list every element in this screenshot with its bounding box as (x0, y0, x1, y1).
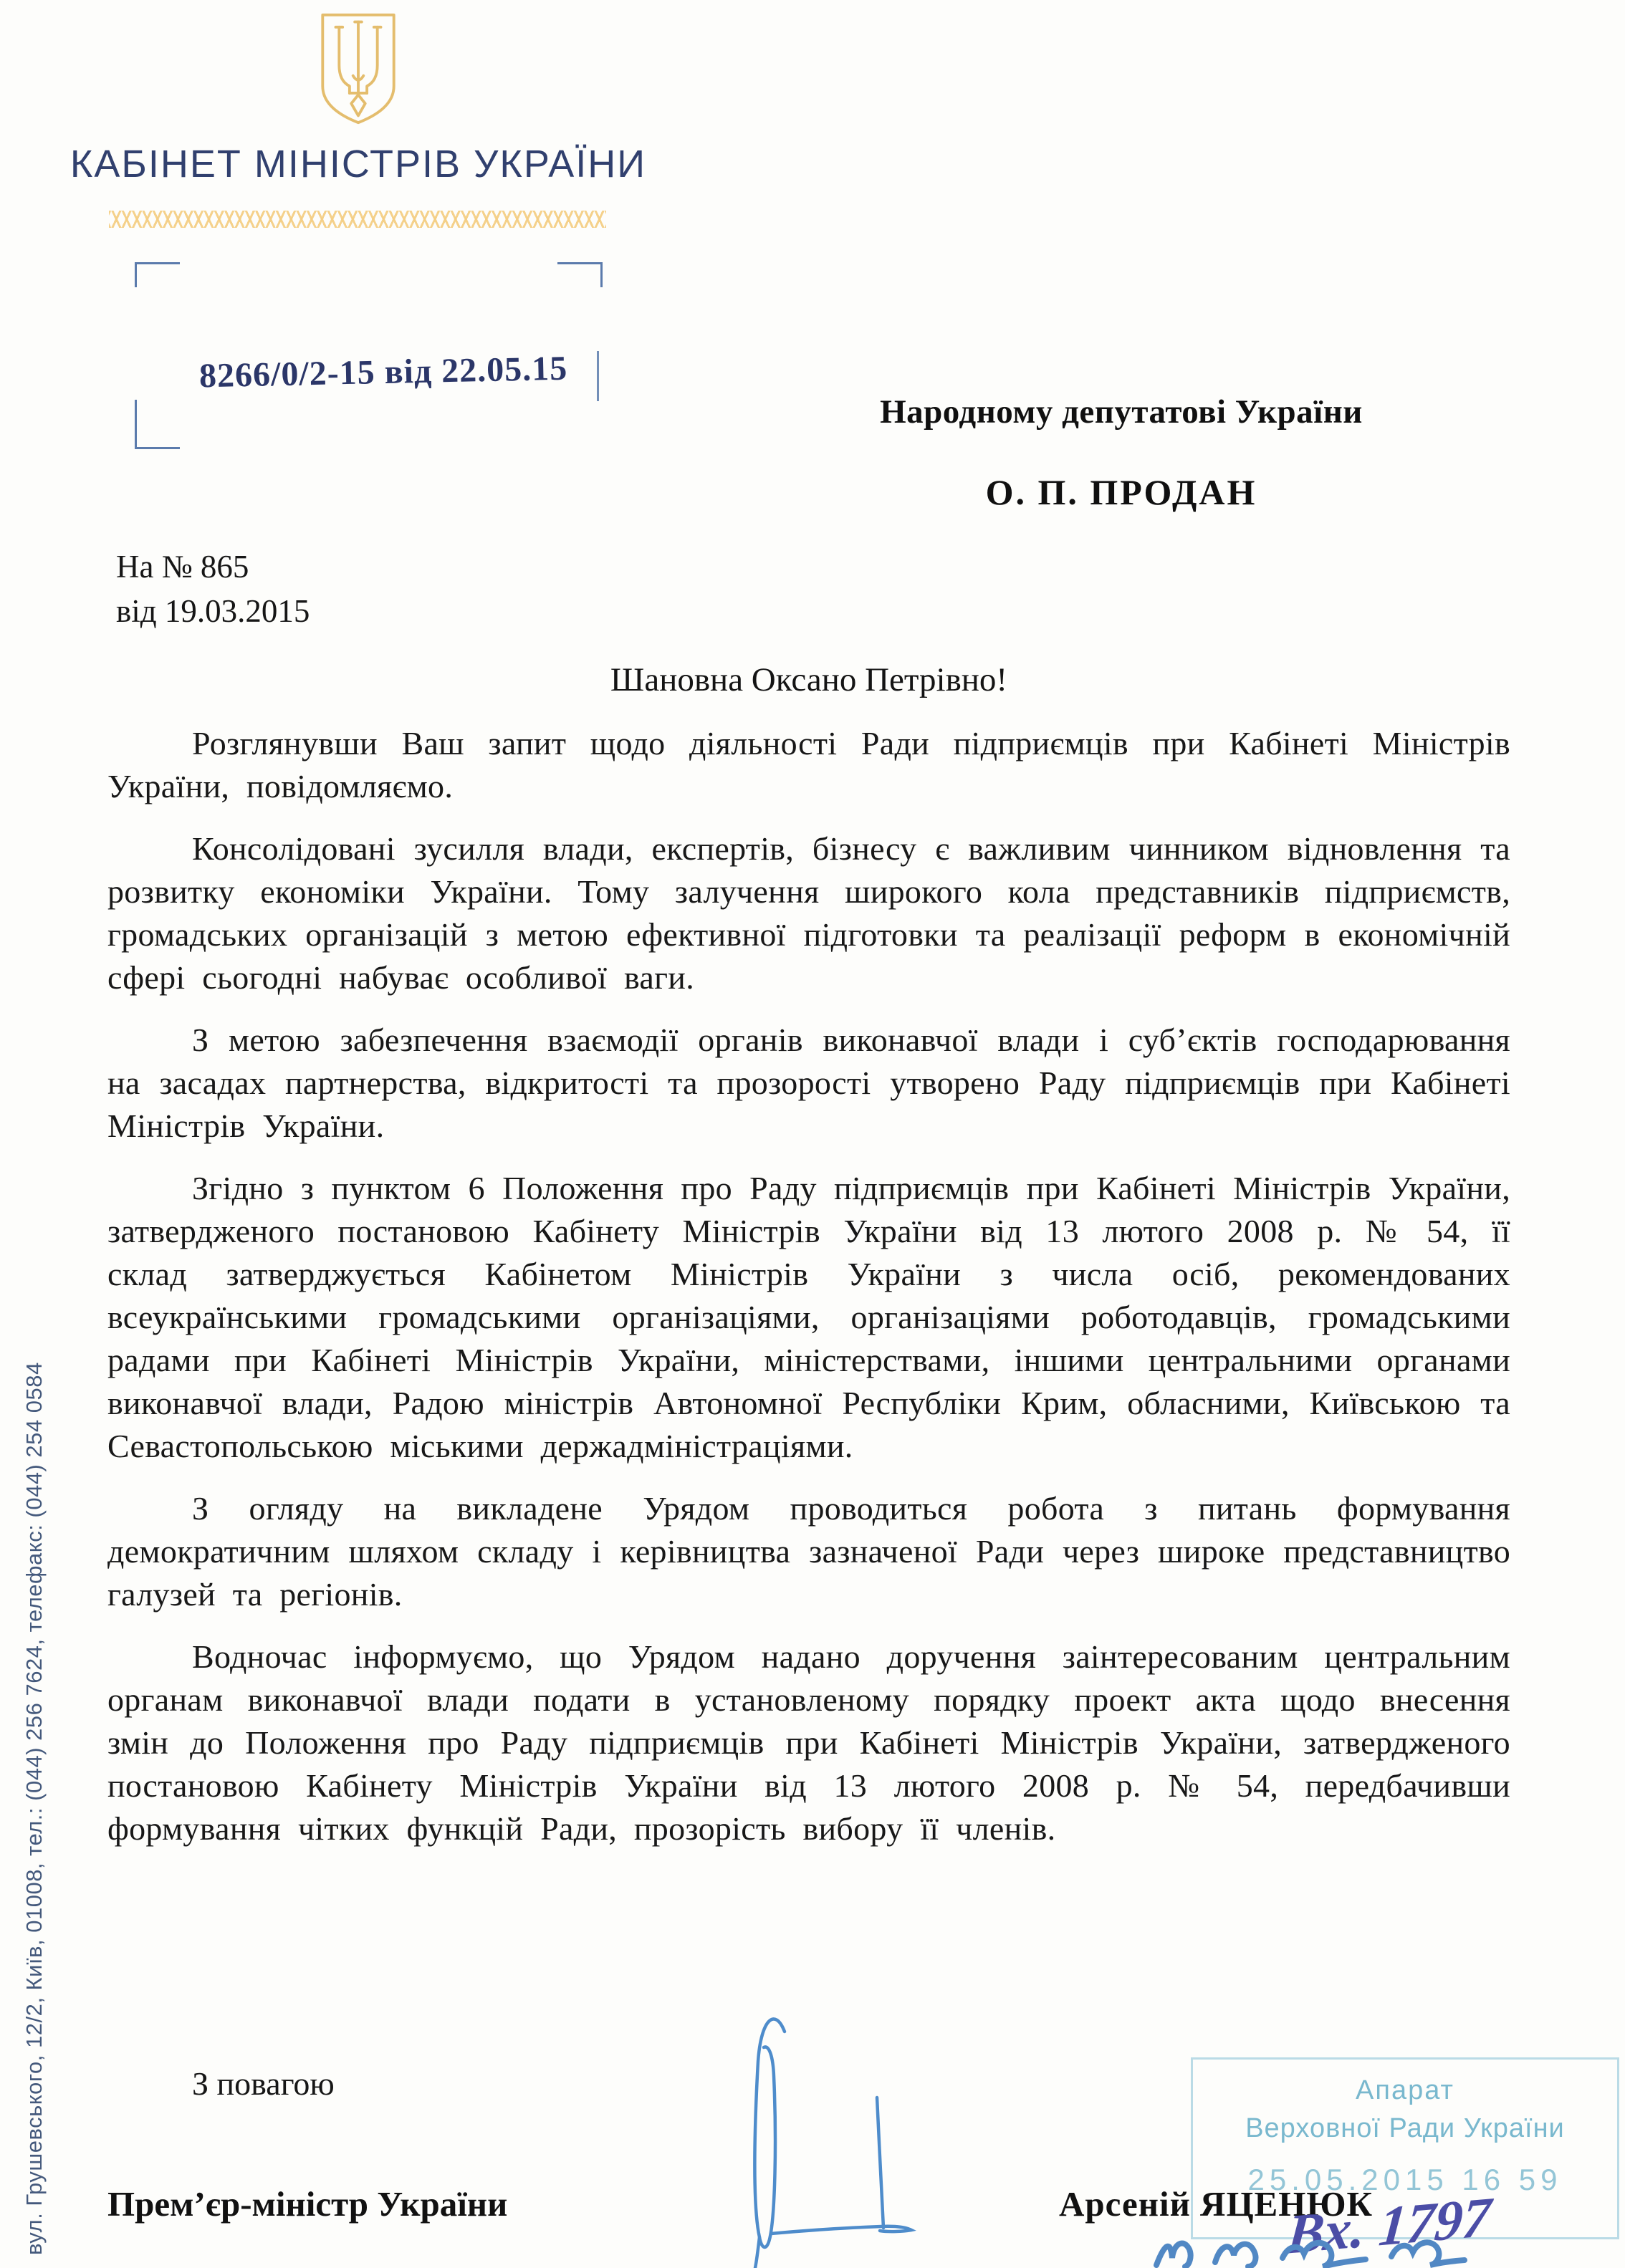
incoming-reference-block (116, 544, 310, 633)
signer-name: Арсеній ЯЦЕНЮК (1059, 2184, 1374, 2224)
paragraph: З огляду на викладене Урядом проводиться робота з питань формування демократичним шляхом складу і керівництва зазначеної Ради через широке представництво галузей та регіонів. (107, 1490, 1510, 1613)
stamp-datetime: 25.05.2015 16 59 (1247, 2163, 1563, 2196)
signature-ink-stroke (716, 1990, 960, 2268)
paragraph: Водночас інформуємо, що Урядом надано доручення заінтересованим центральним органам виконавчої влади подати в установленому порядку проект акта щодо внесення змін до Положення про Раду підприємців при Кабінеті Міністрів України, затвердженого постановою Кабінету Міністрів України від 13 лютого 2008 р. № 54, передбачивши формування чітких функцій Ради, прозорість вибору її членів. (107, 1638, 1510, 1847)
handwritten-date-squiggle (1146, 2236, 1548, 2268)
addressee-block (738, 393, 1505, 513)
addressee-name: О. П. ПРОДАН (985, 472, 1257, 512)
stamp-line2: Верховної Ради України (1245, 2113, 1565, 2143)
outgoing-reference-number: 8266/0/2-15 від 22.05.15 (198, 349, 568, 395)
letterhead-ornament-band (109, 211, 606, 228)
paragraph: Розглянувши Ваш запит щодо діяльності Ради підприємців при Кабінеті Міністрів України, повідомляємо. (107, 725, 1510, 804)
cropmark-top-left (135, 262, 180, 287)
valediction: З повагою (192, 2065, 335, 2102)
stamp-line1: Апарат (1356, 2075, 1454, 2105)
scan-artifact-line (597, 351, 599, 401)
salutation: Шановна Оксано Петрівно! (610, 661, 1008, 698)
paragraph: З метою забезпечення взаємодії органів виконавчої влади і суб’єктів господарювання на засадах партнерства, відкритості та прозорості утворено Раду підприємців при Кабінеті Міністрів України. (107, 1022, 1510, 1144)
addressee-title: Народному депутатові України (880, 393, 1363, 431)
incoming-reference-date: від 19.03.2015 (116, 593, 310, 629)
letterhead-organization: КАБІНЕТ МІНІСТРІВ УКРАЇНИ (69, 143, 647, 186)
paragraph: Консолідовані зусилля влади, експертів, бізнесу є важливим чинником відновлення та розвитку економіки України. Тому залучення широкого кола представників підприємств, громадських організацій з метою ефективної підготовки та реалізації реформ в економічній сфері сьогодні набуває особливої ваги. (107, 830, 1510, 996)
ukraine-trident-icon (314, 11, 403, 126)
handwritten-incoming-number: Вх. 1797 (1284, 2185, 1494, 2266)
signer-title: Прем’єр-міністр України (107, 2184, 508, 2224)
cropmark-top-right (557, 262, 603, 287)
cropmark-bottom-left (135, 400, 180, 449)
incoming-reference-number: На № 865 (116, 549, 249, 585)
letter-body (107, 722, 1510, 1870)
letterhead-footer-address: вул. Грушевського, 12/2, Київ, 01008, тел.: (044) 256 7624, телефакс: (044) 254 0584 (21, 1362, 47, 2255)
paragraph: Згідно з пунктом 6 Положення про Раду підприємців при Кабінеті Міністрів України, затвердженого постановою Кабінету Міністрів України від 13 лютого 2008 р. № 54, її склад затверджується Кабінетом Міністрів України з числа осіб, рекомендованих всеукраїнськими громадськими організаціями, організаціями роботодавців, громадськими радами при Кабінеті Міністрів України, міністерствами, іншими центральними органами виконавчої влади, Радою міністрів Автономної Республіки Крим, обласними, Київською та Севастопольською міськими держадміністраціями. (107, 1170, 1510, 1464)
